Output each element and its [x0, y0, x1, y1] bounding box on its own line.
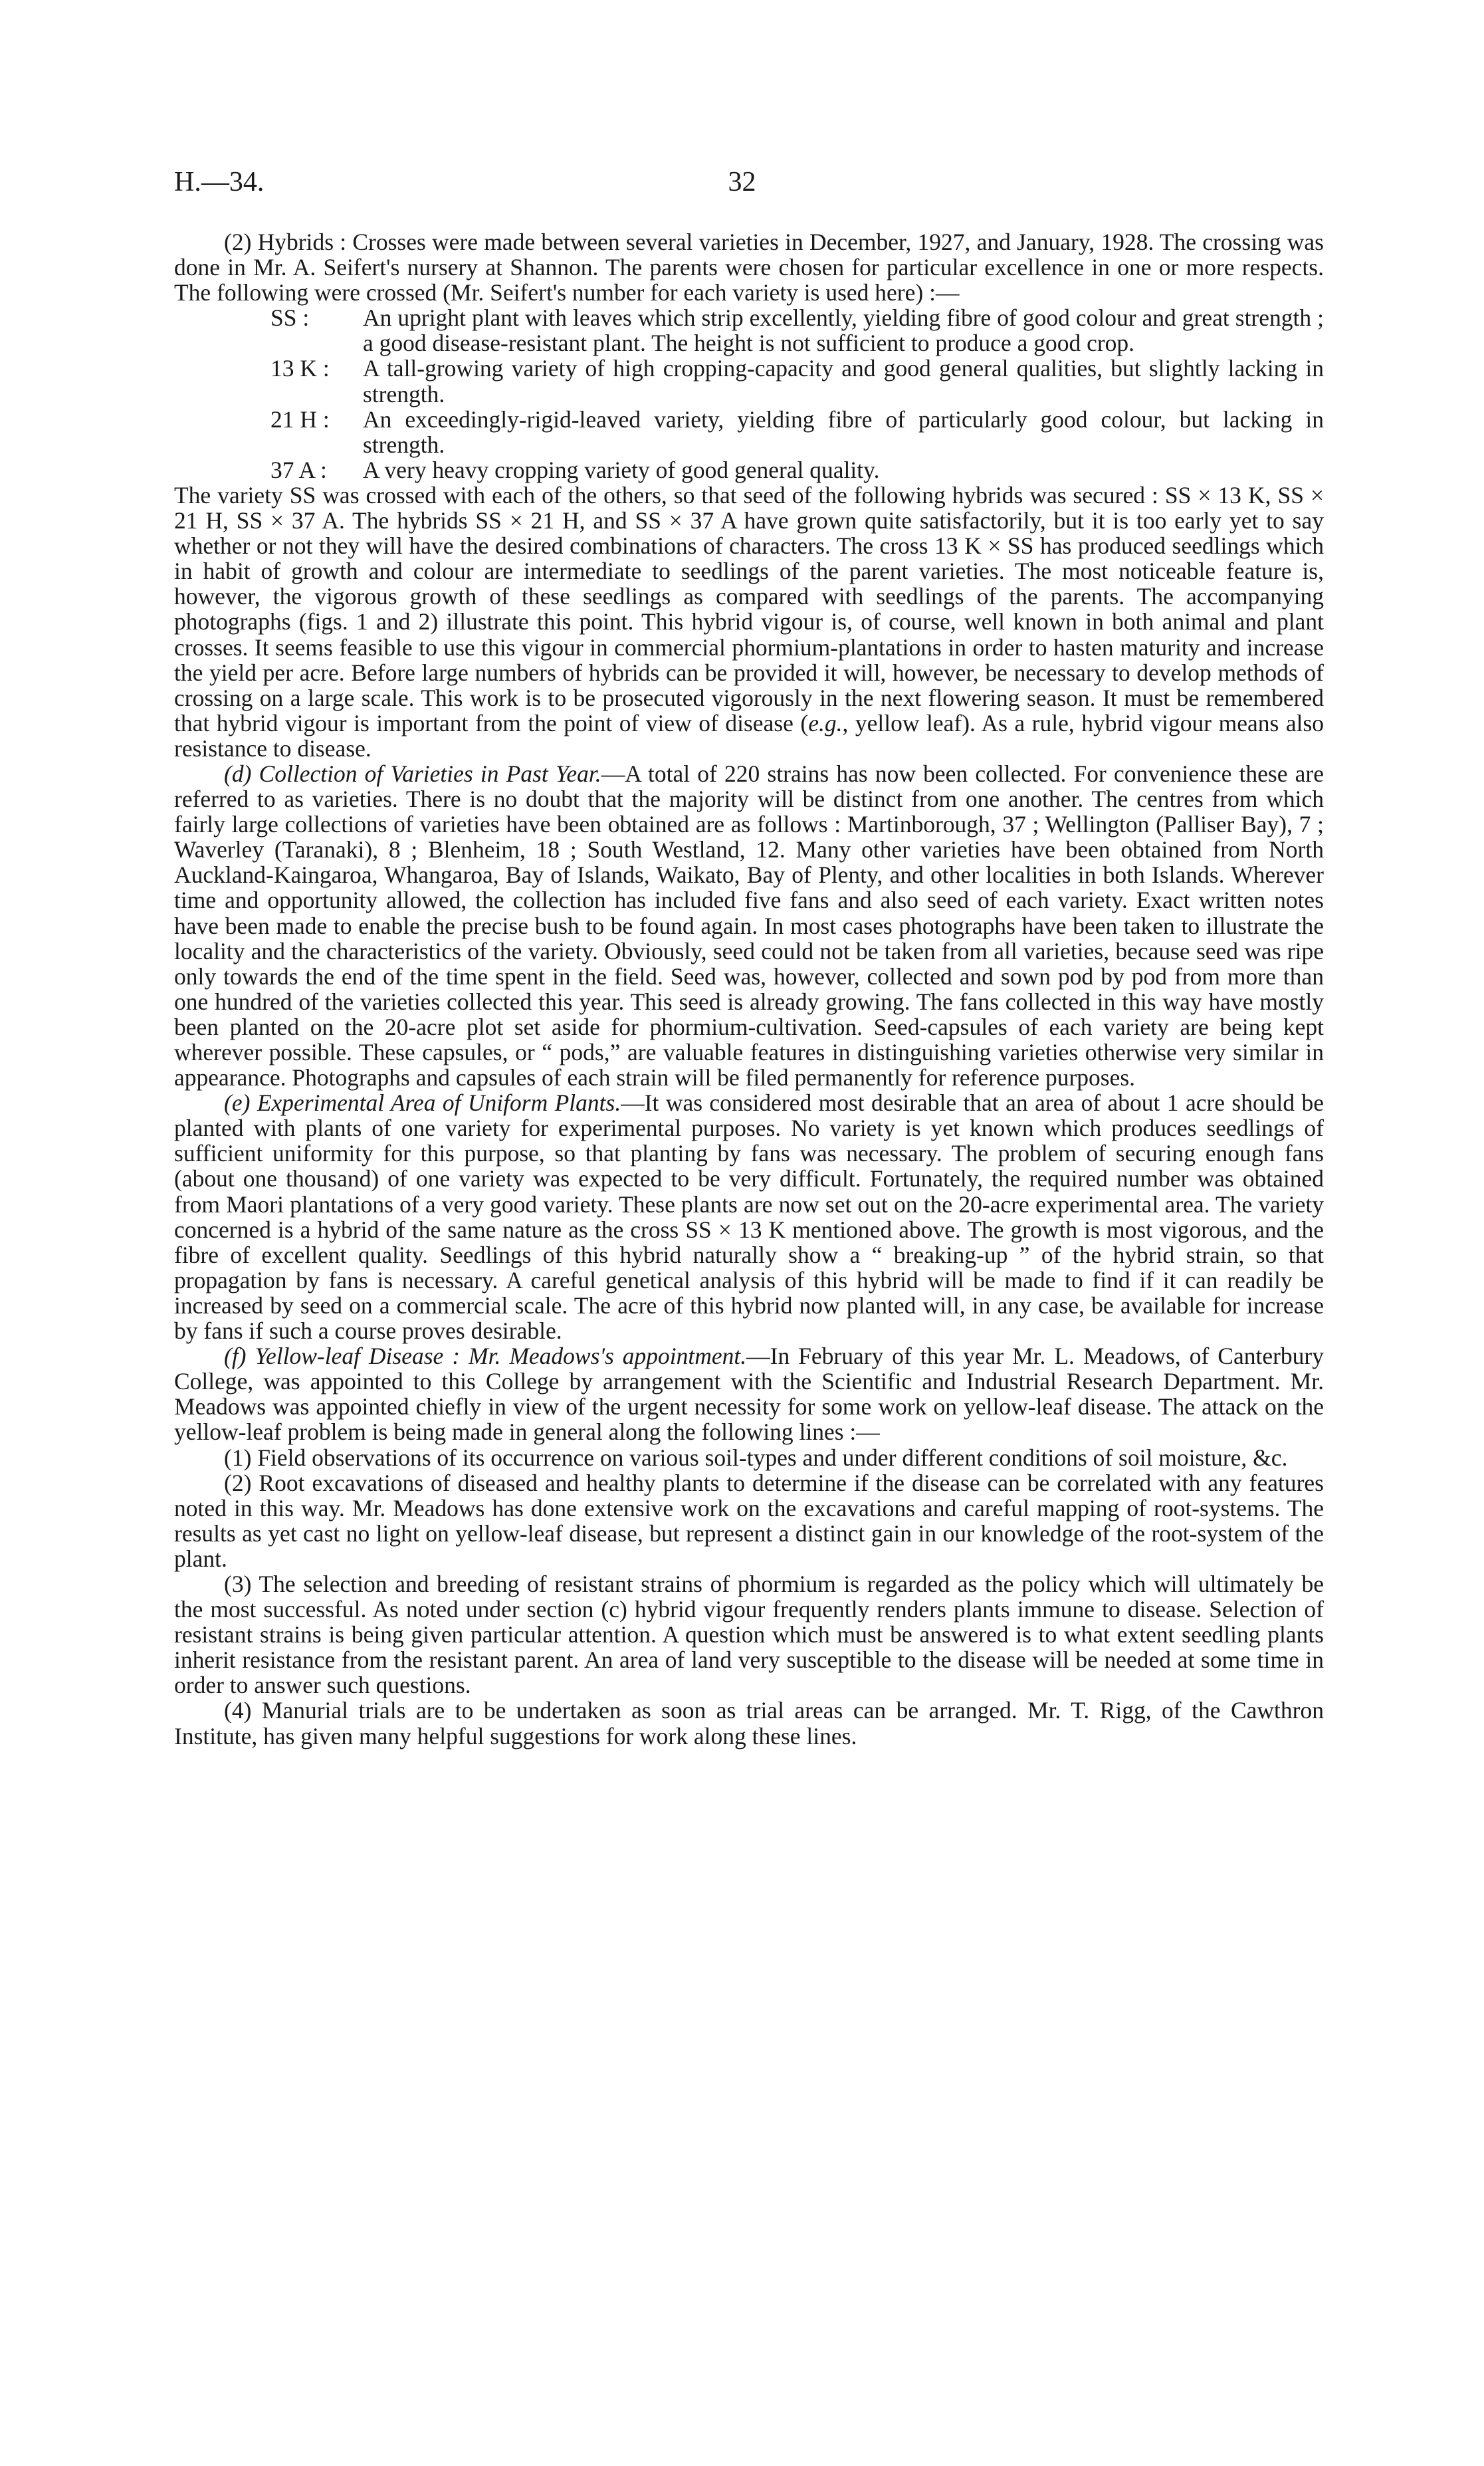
hybrids-intro: (2) Hybrids : Crosses were made between several varieties in December, 1927, and January, 1928. The crossing was done in Mr. A. Seifert's nursery at Shannon. The parents were chosen for particular excellence in one or more respects. The following were crossed (Mr. Seifert's number for each variety is used here) :— — [174, 229, 1324, 306]
variety-description: An exceedingly-rigid-leaved variety, yielding fibre of particularly good colour, but lacking in strength. — [363, 405, 1324, 458]
section-heading: Experimental Area of Uniform Plants. — [257, 1089, 621, 1117]
page-number: 32 — [728, 167, 756, 197]
hybrids-body-eg: e.g. — [808, 709, 843, 736]
yellow-leaf-line-2: (2) Root excavations of diseased and healthy plants to determine if the disease can be correlated with any features noted in this way. Mr. Meadows has done extensive work on the excavations and careful mapping of root-systems. The results as yet cast no light on yellow-leaf disease, but represent a distinct gain in our knowledge of the root-system of the plant. — [174, 1469, 1324, 1572]
section-text: —It was considered most desirable that an area of about 1 acre should be planted with plants of one variety for experimental purposes. No variety is yet known which produces seedlings of sufficient uniformity for this purpose, so that planting by fans was necessary. The problem of securing enough fans (about one thousand) of one variety was expected to be very difficult. Fortunately, the required number was obtained from Maori plantations of a very good variety. These plants are now set out on the 20-acre experimental area. The variety concerned is a hybrid of the same nature as the cross SS × 13 K mentioned above. The growth is most vigorous, and the fibre of excellent quality. Seedlings of this hybrid naturally show a “ breaking-up ” of the hybrid strain, so that propagation by fans is necessary. A careful genetical analysis of this hybrid will be made to find if it can readily be increased by seed on a commercial scale. The acre of this hybrid now planted will, in any case, be available for increase by fans if such a course proves desirable. — [174, 1089, 1325, 1345]
section-text: —A total of 220 strains has now been collected. For convenience these are referred to as varieties. There is no doubt that the majority will be distinct from one another. The centres from which fairly large collections of varieties have been obtained are as follows : Martinborough, 37 ; Wellington (Palliser Bay), 7 ; Waverley (Taranaki), 8 ; Blenheim, 18 ; South Westland, 12. Many other varieties have been obtained from North Auckland-Kaingaroa, Whangaroa, Bay of Islands, Waikato, Bay of Plenty, and other localities in both Islands. Wherever time and opportunity allowed, the collection has included five fans and also seed of each variety. Exact written notes have been made to enable the precise bush to be found again. In most cases photographs have been taken to illustrate the locality and the characteristics of the variety. Obviously, seed could not be taken from all varieties, because seed was ripe only towards the end of the time spent in the field. Seed was, however, collected and sown pod by pod from more than one hundred of the varieties collected this year. This seed is already growing. The fans collected in this way have mostly been planted on the 20-acre plot set aside for phormium-cultivation. Seed-capsules of each variety are being kept wherever possible. These capsules, or “ pods,” are valuable features in distinguishing varieties otherwise very similar in appearance. Photographs and capsules of each strain will be filed permanently for reference purposes. — [174, 760, 1325, 1091]
hybrids-body — [174, 483, 1324, 761]
page-header — [174, 166, 1310, 206]
section-label: (f) — [224, 1343, 247, 1370]
variety-description: A very heavy cropping variety of good general quality. — [363, 456, 880, 483]
variety-code: SS : — [270, 304, 310, 332]
variety-item-ss — [174, 305, 1324, 356]
variety-description: A tall-growing variety of high cropping-capacity and good general qualities, but slightly lacking in strength. — [363, 355, 1324, 407]
section-heading: Yellow-leaf Disease : Mr. Meadows's appointment. — [255, 1343, 747, 1370]
page-body — [174, 229, 1324, 1749]
section-label: (e) — [224, 1089, 251, 1117]
yellow-leaf-line-4: (4) Manurial trials are to be undertaken as soon as trial areas can be arranged. Mr. T. Rigg, of the Cawthron Institute, has given many helpful suggestions for work along these lines. — [174, 1697, 1324, 1749]
section-experimental-area — [174, 1090, 1324, 1343]
variety-code: 37 A : — [270, 456, 327, 483]
variety-code: 21 H : — [270, 405, 330, 433]
section-text: —In February of this year Mr. L. Meadows, of Canterbury College, was appointed to this College by arrangement with the Scientific and Industrial Research Department. Mr. Meadows was appointed chiefly in view of the urgent necessity for some work on yellow-leaf disease. The attack on the yellow-leaf problem is being made in general along the following lines :— — [174, 1343, 1324, 1446]
section-collection — [174, 761, 1324, 1090]
document-reference: H.—34. — [174, 167, 265, 197]
section-heading: Collection of Varieties in Past Year. — [259, 760, 601, 787]
section-yellow-leaf — [174, 1343, 1324, 1444]
yellow-leaf-line-1: (1) Field observations of its occurrence on various soil-types and under different conditions of soil moisture, &c. — [224, 1444, 1288, 1471]
variety-list — [174, 305, 1324, 483]
variety-item-13k — [174, 356, 1324, 406]
yellow-leaf-line-3: (3) The selection and breeding of resistant strains of phormium is regarded as the policy which will ultimately be the most successful. As noted under section (c) hybrid vigour frequently renders plants immune to disease. Selection of resistant strains is being given particular attention. A question which must be answered is to what extent seedling plants inherit resistance from the resistant parent. An area of land very susceptible to the disease will be needed at some time in order to answer such questions. — [174, 1570, 1324, 1699]
section-label: (d) — [224, 760, 252, 787]
hybrids-body-text-end: , yellow leaf). As a rule, hybrid vigour means also resistance to disease. — [174, 709, 1325, 762]
variety-item-21h — [174, 407, 1324, 457]
hybrids-body-text: The variety SS was crossed with each of the others, so that seed of the following hybrids was secured : SS × 13 K, SS × 21 H, SS × 37 A. The hybrids SS × 21 H, and SS × 37 A have grown quite satisfactorily, but it is too early yet to say whether or not they will have the desired combinations of characters. The cross 13 K × SS has produced seedlings which in habit of growth and colour are intermediate to seedlings of the parent varieties. The most noticeable feature is, however, the vigorous growth of these seedlings as compared with seedlings of the parents. The accompanying photographs (figs. 1 and 2) illustrate this point. This hybrid vigour is, of course, well known in both animal and plant crosses. It seems feasible to use this vigour in commercial phormium-plantations in order to hasten maturity and increase the yield per acre. Before large numbers of hybrids can be provided it will, however, be necessary to develop methods of crossing on a large scale. This work is to be prosecuted vigorously in the next flowering season. It must be remembered that hybrid vigour is important from the point of view of disease ( — [174, 481, 1324, 736]
variety-description: An upright plant with leaves which strip excellently, yielding fibre of good colour and great strength ; a good disease-resistant plant. The height is not sufficient to produce a good crop. — [363, 304, 1324, 357]
variety-code: 13 K : — [270, 355, 330, 382]
variety-item-37a — [174, 457, 1324, 483]
